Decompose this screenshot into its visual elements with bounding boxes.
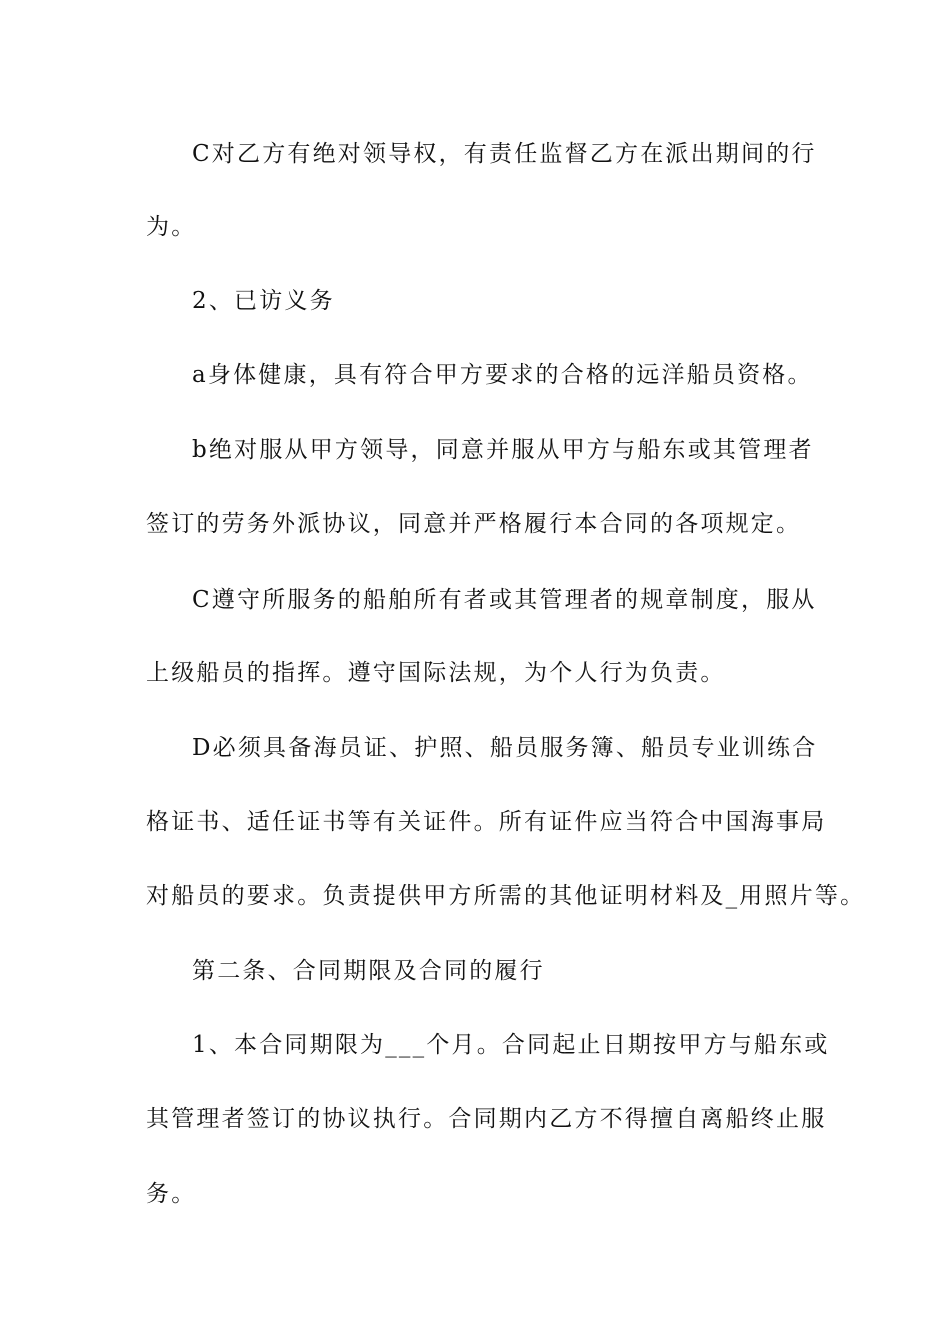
paragraph-line: 为。 <box>146 214 197 240</box>
paragraph-line: C对乙方有绝对领导权，有责任监督乙方在派出期间的行 <box>192 141 817 167</box>
paragraph-line: C遵守所服务的船舶所有者或其管理者的规章制度，服从 <box>192 587 817 613</box>
paragraph-line: 格证书、适任证书等有关证件。所有证件应当符合中国海事局 <box>146 809 827 835</box>
paragraph-line: 1、本合同期限为___个月。合同起止日期按甲方与船东或 <box>192 1032 830 1058</box>
paragraph-line: a身体健康，具有符合甲方要求的合格的远洋船员资格。 <box>192 362 813 388</box>
paragraph-line: 其管理者签订的协议执行。合同期内乙方不得擅自离船终止服 <box>146 1106 827 1132</box>
section-heading: 2、已访义务 <box>192 288 335 314</box>
paragraph-line: 上级船员的指挥。遵守国际法规，为个人行为负责。 <box>146 660 726 686</box>
paragraph-line: D必须具备海员证、护照、船员服务簿、船员专业训练合 <box>192 735 818 761</box>
paragraph-line: b绝对服从甲方领导，同意并服从甲方与船东或其管理者 <box>192 437 814 463</box>
paragraph-line: 签订的劳务外派协议，同意并严格履行本合同的各项规定。 <box>146 511 802 537</box>
paragraph-line: 务。 <box>146 1181 197 1207</box>
section-heading: 第二条、合同期限及合同的履行 <box>192 958 545 984</box>
paragraph-line: 对船员的要求。负责提供甲方所需的其他证明材料及_用照片等。 <box>146 883 866 909</box>
